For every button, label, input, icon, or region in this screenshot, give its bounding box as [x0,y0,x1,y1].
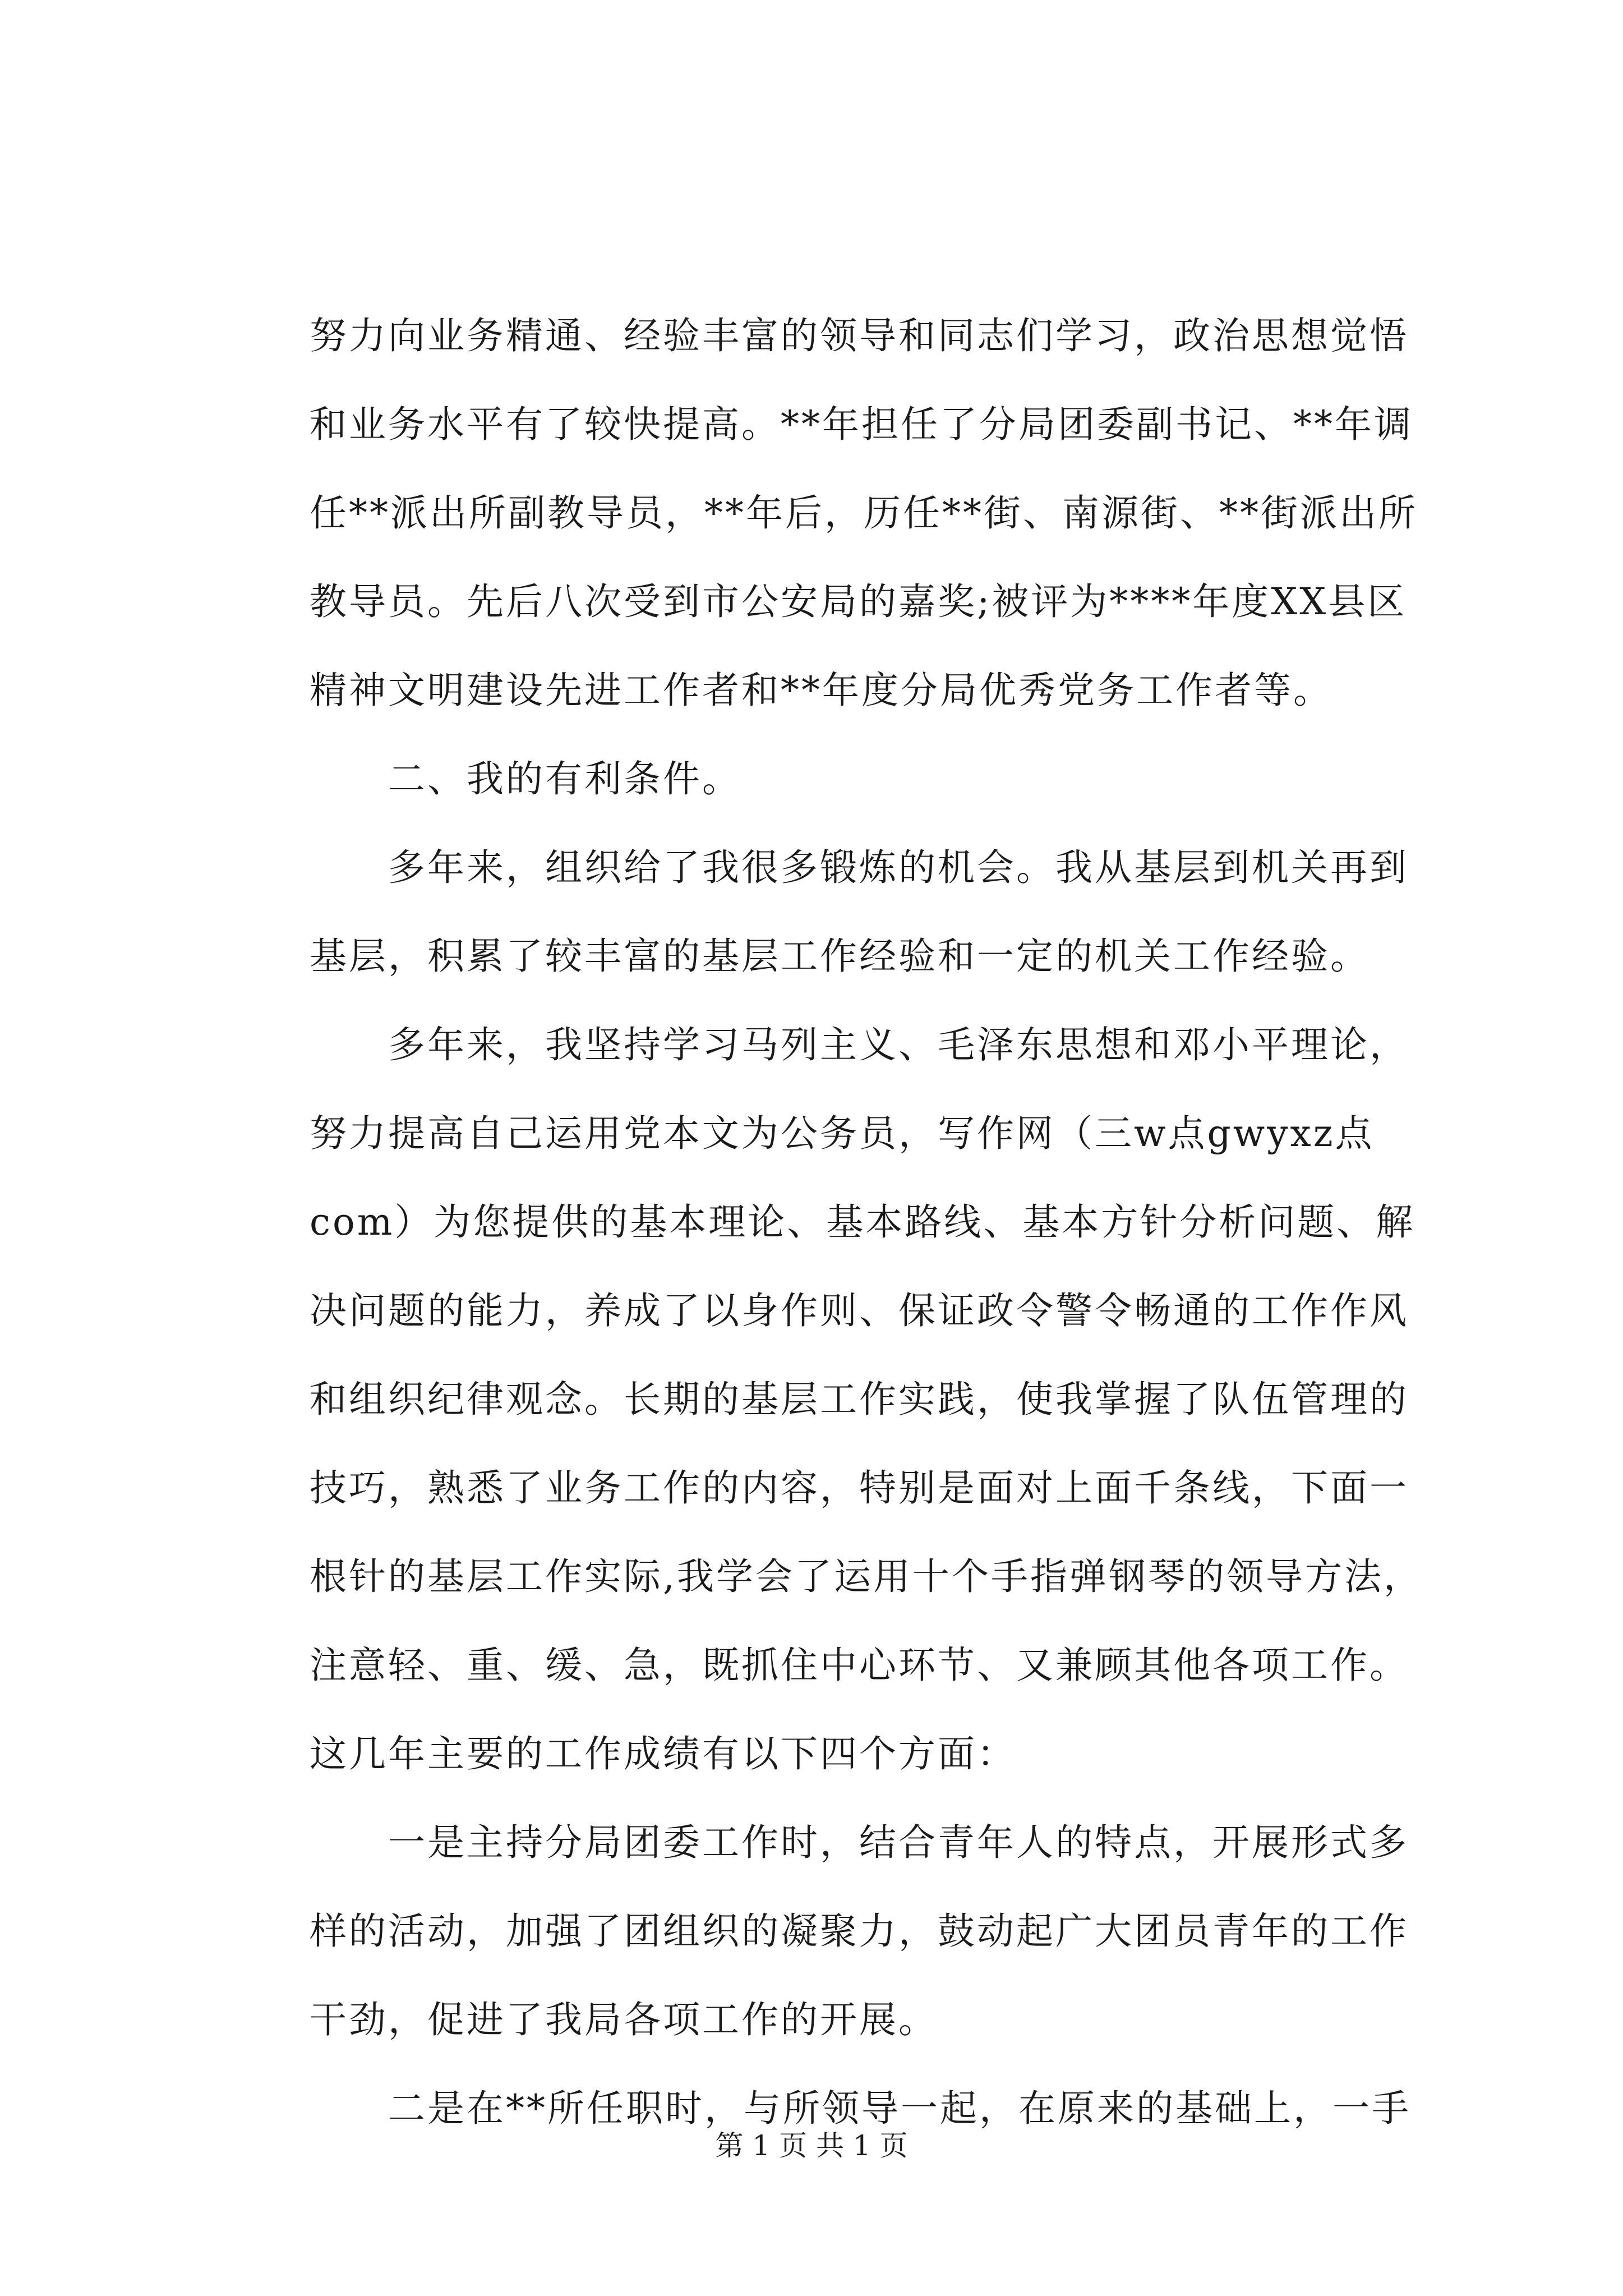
text-line: 和业务水平有了较快提高。**年担任了分局团委副书记、**年调 [310,403,1413,446]
text-line: 和组织纪律观念。长期的基层工作实践，使我掌握了队伍管理的 [310,1378,1409,1421]
page-footer: 第 1 页 共 1 页 [715,2129,908,2162]
text-line: 注意轻、重、缓、急，既抓住中心环节、又兼顾其他各项工作。 [310,1644,1409,1687]
section-heading: 二、我的有利条件。 [310,757,741,800]
text-line: 努力向业务精通、经验丰富的领导和同志们学习，政治思想觉悟 [310,314,1409,357]
text-line: 根针的基层工作实际,我学会了运用十个手指弹钢琴的领导方法， [310,1555,1423,1598]
text-line: 任**派出所副教导员，**年后，历任**街、南源街、**街派出所 [310,491,1418,535]
text-line: 二是在**所任职时，与所领导一起，在原来的基础上，一手 [310,2087,1411,2130]
text-line: 教导员。先后八次受到市公安局的嘉奖;被评为****年度XX县区 [310,580,1407,623]
text-line: 精神文明建设先进工作者和**年度分局优秀党务工作者等。 [310,669,1332,712]
text-line: 基层，积累了较丰富的基层工作经验和一定的机关工作经验。 [310,935,1370,978]
text-line: 多年来，组织给了我很多锻炼的机会。我从基层到机关再到 [310,846,1409,889]
body-text [310,292,1426,2153]
text-line: 这几年主要的工作成绩有以下四个方面： [310,1732,1016,1775]
text-line: 决问题的能力，养成了以身作则、保证政令警令畅通的工作作风 [310,1289,1409,1332]
text-line: 多年来，我坚持学习马列主义、毛泽东思想和邓小平理论， [310,1023,1409,1066]
text-line: 技巧，熟悉了业务工作的内容，特别是面对上面千条线，下面一 [310,1466,1409,1510]
text-line: 努力提高自己运用党本文为公务员，写作网（三w点gwyxz点 [310,1112,1375,1155]
text-line: 样的活动，加强了团组织的凝聚力，鼓动起广大团员青年的工作 [310,1910,1409,1953]
text-line: com）为您提供的基本理论、基本路线、基本方针分析问题、解 [310,1200,1415,1244]
text-line: 一是主持分局团委工作时，结合青年人的特点，开展形式多 [310,1821,1409,1864]
text-line: 干劲，促进了我局各项工作的开展。 [310,1998,938,2041]
